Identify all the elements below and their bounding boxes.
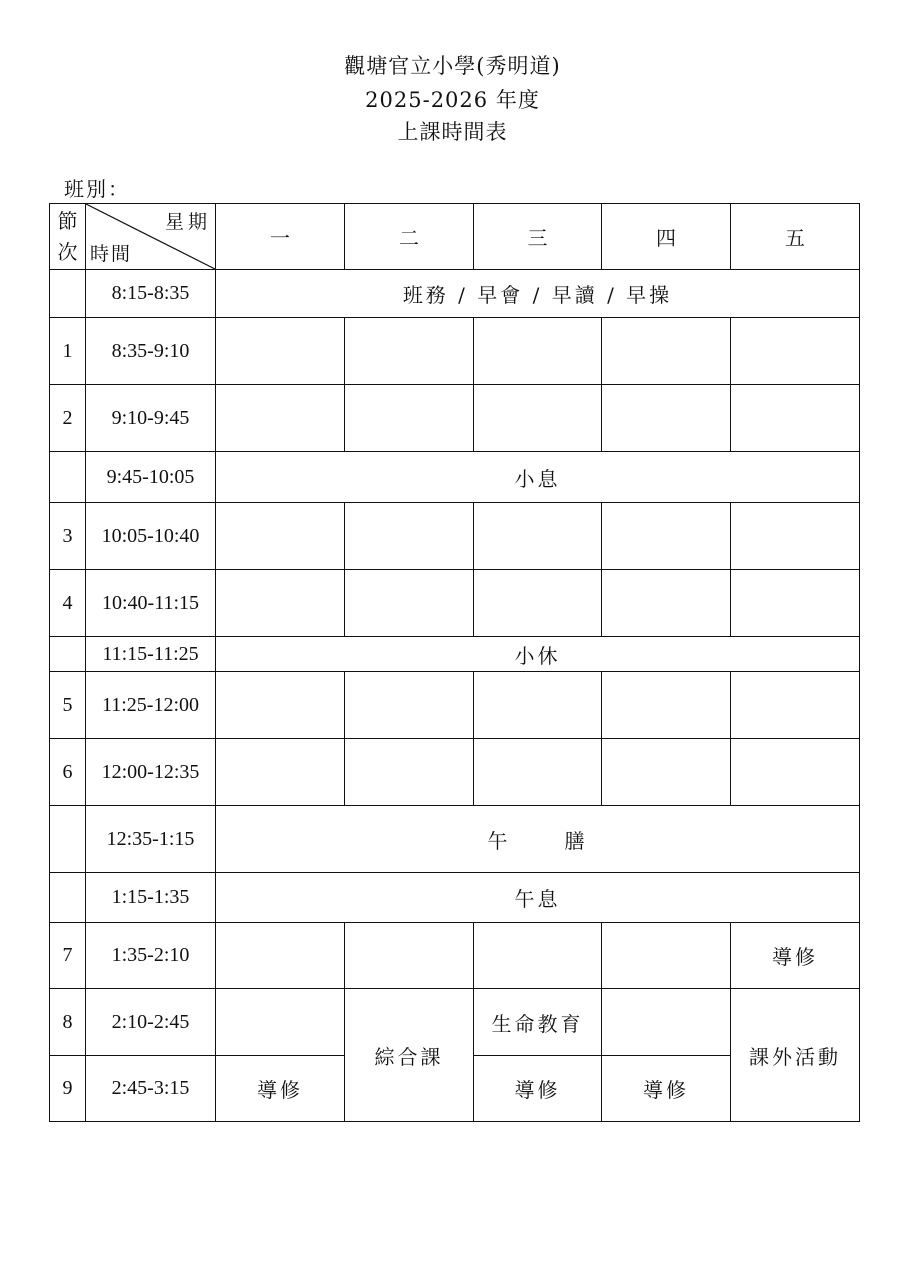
short-break-cell: 小休 — [216, 637, 860, 672]
lesson-cell — [216, 672, 345, 739]
lesson-cell — [474, 318, 602, 385]
lesson-cell — [345, 385, 474, 452]
lesson-cell — [474, 923, 602, 989]
table-row — [50, 739, 860, 806]
lesson-cell — [216, 385, 345, 452]
period-number: 8 — [50, 989, 86, 1056]
period-number — [50, 270, 86, 318]
lunch-label-first: 午 — [487, 828, 511, 853]
lesson-cell — [731, 318, 860, 385]
class-label: 班別： — [64, 177, 130, 201]
period-number — [50, 637, 86, 672]
time-axis-label: 時間 — [90, 243, 133, 265]
lunch-label-second: 膳 — [564, 828, 588, 853]
period-number — [50, 452, 86, 503]
lesson-cell — [731, 739, 860, 806]
lesson-cell — [602, 570, 731, 637]
table-row — [50, 270, 860, 318]
timetable — [49, 203, 860, 1122]
table-row — [50, 570, 860, 637]
lesson-cell — [602, 385, 731, 452]
school-name: 觀塘官立小學(秀明道) — [344, 54, 561, 78]
time-slot: 8:35-9:10 — [86, 318, 216, 385]
time-slot: 8:15-8:35 — [86, 270, 216, 318]
period-number: 4 — [50, 570, 86, 637]
period-header — [50, 204, 86, 270]
lesson-cell — [731, 672, 860, 739]
tutorial-cell-mon: 導修 — [216, 1056, 345, 1122]
tutorial-cell-thu: 導修 — [602, 1056, 731, 1122]
day-header-tue: 二 — [345, 204, 474, 270]
time-slot: 10:05-10:40 — [86, 503, 216, 570]
time-slot: 12:35-1:15 — [86, 806, 216, 873]
time-slot: 9:10-9:45 — [86, 385, 216, 452]
lesson-cell — [216, 318, 345, 385]
tutorial-cell-fri: 導修 — [731, 923, 860, 989]
time-slot: 2:45-3:15 — [86, 1056, 216, 1122]
lesson-cell — [216, 739, 345, 806]
lesson-cell — [216, 923, 345, 989]
lesson-cell — [216, 570, 345, 637]
table-row — [50, 452, 860, 503]
time-slot: 1:35-2:10 — [86, 923, 216, 989]
integrated-lesson-cell: 綜合課 — [345, 989, 474, 1122]
period-header-top: 節 — [57, 208, 78, 233]
lesson-cell — [345, 318, 474, 385]
time-slot: 10:40-11:15 — [86, 570, 216, 637]
lesson-cell — [474, 672, 602, 739]
lesson-cell — [602, 739, 731, 806]
table-row — [50, 672, 860, 739]
period-number: 7 — [50, 923, 86, 989]
table-row — [50, 503, 860, 570]
recess-cell: 小息 — [216, 452, 860, 503]
lesson-cell — [731, 503, 860, 570]
day-header-thu: 四 — [602, 204, 731, 270]
lesson-cell — [216, 989, 345, 1056]
period-number — [50, 806, 86, 873]
life-education-cell: 生命教育 — [474, 989, 602, 1056]
lesson-cell — [345, 570, 474, 637]
period-number: 5 — [50, 672, 86, 739]
lesson-cell — [474, 503, 602, 570]
table-row — [50, 318, 860, 385]
table-row — [50, 385, 860, 452]
extracurricular-cell: 課外活動 — [731, 989, 860, 1122]
morning-assembly-cell: 班務 / 早會 / 早讀 / 早操 — [216, 270, 860, 318]
lesson-cell — [731, 570, 860, 637]
lesson-cell — [474, 570, 602, 637]
time-slot: 9:45-10:05 — [86, 452, 216, 503]
diagonal-header-cell — [86, 204, 216, 270]
period-header-bottom: 次 — [57, 239, 78, 264]
period-number: 6 — [50, 739, 86, 806]
school-year: 2025-2026 年度 — [365, 88, 540, 112]
lesson-cell — [602, 672, 731, 739]
period-number: 2 — [50, 385, 86, 452]
table-row — [50, 637, 860, 672]
lesson-cell — [216, 503, 345, 570]
period-number — [50, 873, 86, 923]
lesson-cell — [345, 503, 474, 570]
day-header-fri: 五 — [731, 204, 860, 270]
header-row — [50, 204, 860, 270]
time-slot: 2:10-2:45 — [86, 989, 216, 1056]
time-slot: 1:15-1:35 — [86, 873, 216, 923]
lesson-cell — [474, 385, 602, 452]
lunch-cell — [216, 806, 860, 873]
lesson-cell — [345, 672, 474, 739]
period-number: 9 — [50, 1056, 86, 1122]
time-slot: 11:15-11:25 — [86, 637, 216, 672]
period-number: 3 — [50, 503, 86, 570]
lesson-cell — [602, 318, 731, 385]
weekday-axis-label: 星期 — [164, 211, 211, 233]
document-title: 上課時間表 — [397, 120, 508, 144]
time-slot: 12:00-12:35 — [86, 739, 216, 806]
table-row — [50, 806, 860, 873]
table-row — [50, 989, 860, 1056]
lesson-cell — [602, 923, 731, 989]
table-row — [50, 873, 860, 923]
lesson-cell — [602, 989, 731, 1056]
lesson-cell — [345, 923, 474, 989]
lesson-cell — [345, 739, 474, 806]
table-row — [50, 923, 860, 989]
day-header-mon: 一 — [216, 204, 345, 270]
tutorial-cell-wed: 導修 — [474, 1056, 602, 1122]
day-header-wed: 三 — [474, 204, 602, 270]
lesson-cell — [731, 385, 860, 452]
period-number: 1 — [50, 318, 86, 385]
time-slot: 11:25-12:00 — [86, 672, 216, 739]
lesson-cell — [602, 503, 731, 570]
lunch-break-cell: 午息 — [216, 873, 860, 923]
lesson-cell — [474, 739, 602, 806]
